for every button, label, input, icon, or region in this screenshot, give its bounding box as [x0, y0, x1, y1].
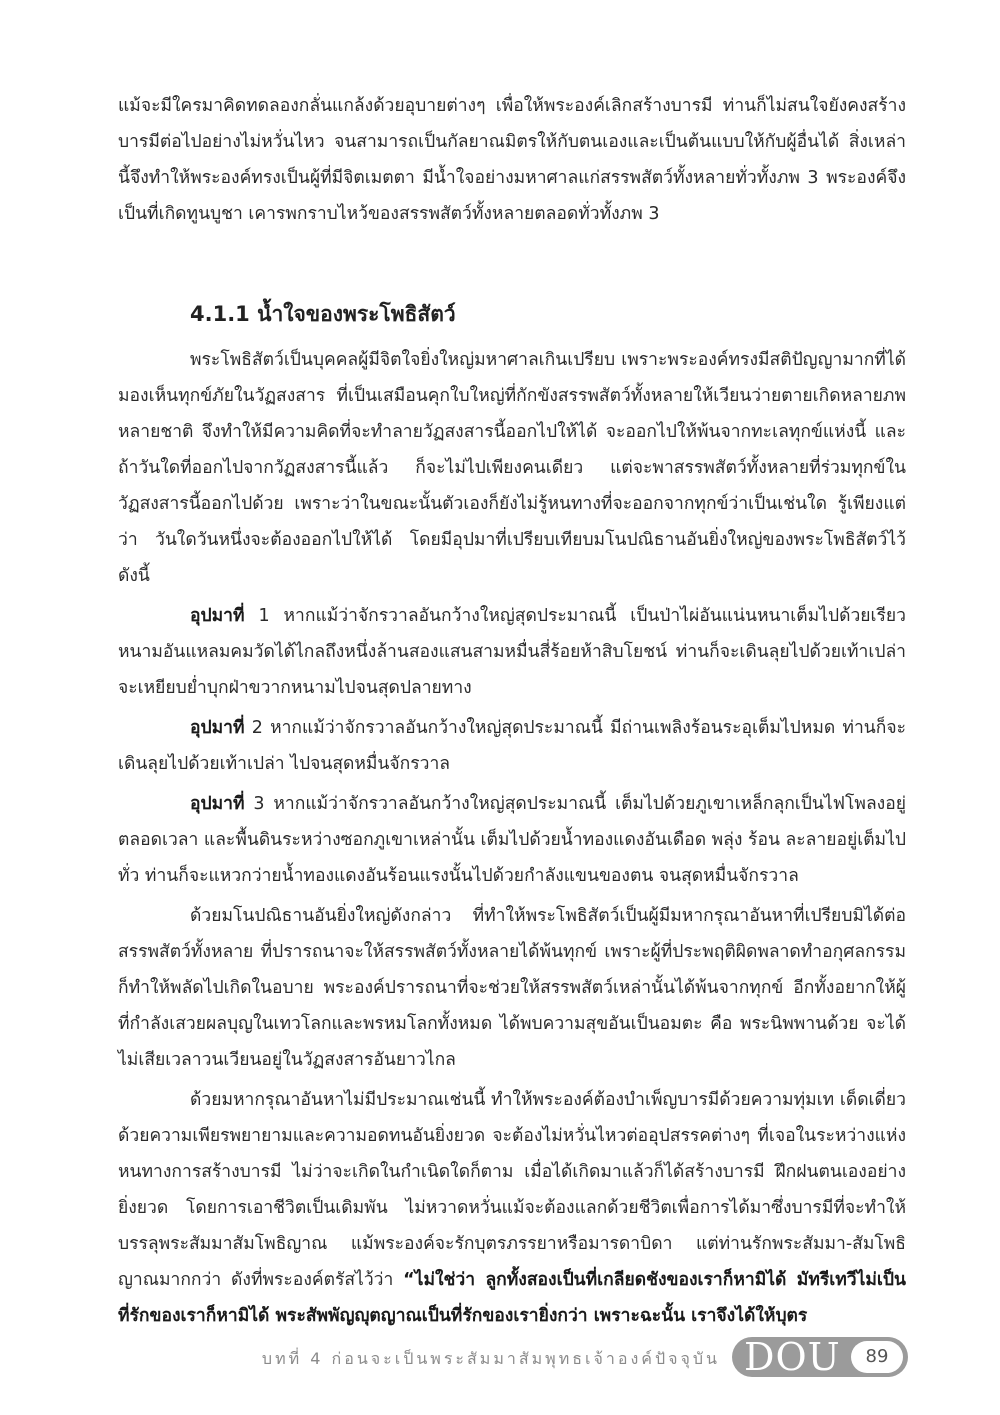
perfection-quote: “ไม่ใช่ว่า ลูกทั้งสองเป็นที่เกลียดชังของเราก็หามิได้ มัทรีเทวีไม่เป็นที่รักของเราก็หามิได้ พระสัพพัญญุตญาณเป็นที่รักของเรายิ่งกว่า เพราะฉะนั้น เราจึงได้ให้บุตร	[118, 1270, 906, 1326]
dou-page-badge	[732, 1337, 908, 1377]
parable-3-text: 3 หากแม้ว่าจักรวาลอันกว้างใหญ่สุดประมาณนี้ เต็มไปด้วยภูเขาเหล็กลุกเป็นไฟโพลงอยู่ตลอดเวลา และพื้นดินระหว่างซอกภูเขาเหล่านั้น เต็มไปด้วยน้ำทองแดงอันเดือด พลุ่ง ร้อน ละลายอยู่เต็มไปทั่ว ท่านก็จะแหวกว่ายน้ำทองแดงอันร้อนแรงนั้นไปด้วยกำลังแขนของตน จนสุดหมื่นจักรวาล	[118, 794, 906, 886]
parable-3-label: อุปมาที่	[190, 794, 245, 814]
parable-2-label: อุปมาที่	[190, 718, 245, 738]
body-paragraph-bodhisatta: พระโพธิสัตว์เป็นบุคคลผู้มีจิตใจยิ่งใหญ่มหาศาลเกินเปรียบ เพราะพระองค์ทรงมีสติปัญญามากที่ได้มองเห็นทุกข์ภัยในวัฏสงสาร ที่เป็นเสมือนคุกใบใหญ่ที่กักขังสรรพสัตว์ทั้งหลายให้เวียนว่ายตายเกิดหลายภพหลายชาติ จึงทำให้มีความคิดที่จะทำลายวัฏสงสารนี้ออกไปให้ได้ จะออกไปให้พ้นจากทะเลทุกข์แห่งนี้ และถ้าวันใดที่ออกไปจากวัฏสงสารนี้แล้ว ก็จะไม่ไปเพียงคนเดียว แต่จะพาสรรพสัตว์ทั้งหลายที่ร่วมทุกข์ในวัฏสงสารนี้ออกไปด้วย เพราะว่าในขณะนั้นตัวเองก็ยังไม่รู้หนทางที่จะออกจากทุกข์ว่าเป็นเช่นใด รู้เพียงแต่ว่า วันใดวันหนึ่งจะต้องออกไปให้ได้ โดยมีอุปมาที่เปรียบเทียบมโนปณิธานอันยิ่งใหญ่ของพระโพธิสัตว์ไว้ดังนี้	[118, 350, 906, 586]
page-number: 89	[851, 1341, 903, 1373]
body-paragraph-perfection	[118, 1082, 906, 1334]
section-heading: 4.1.1 น้ำใจของพระโพธิสัตว์	[190, 302, 456, 326]
page-footer	[0, 1335, 1000, 1381]
body-paragraph-intro: แม้จะมีใครมาคิดทดลองกลั่นแกล้งด้วยอุบายต่างๆ เพื่อให้พระองค์เลิกสร้างบารมี ท่านก็ไม่สนใจยังคงสร้างบารมีต่อไปอย่างไม่หวั่นไหว จนสามารถเป็นกัลยาณมิตรให้กับตนเองและเป็นต้นแบบให้กับผู้อื่นได้ สิ่งเหล่านี้จึงทำให้พระองค์ทรงเป็นผู้ที่มีจิตเมตตา มีน้ำใจอย่างมหาศาลแก่สรรพสัตว์ทั้งหลายทั่วทั้งภพ 3 พระองค์จึงเป็นที่เกิดทูนบูชา เคารพกราบไหว้ของสรรพสัตว์ทั้งหลายตลอดทั่วทั้งภพ 3	[118, 96, 906, 224]
parable-2	[118, 710, 906, 782]
chapter-title: บทที่ 4 ก่อนจะเป็นพระสัมมาสัมพุทธเจ้าองค์ปัจจุบัน	[261, 1349, 720, 1368]
parable-1	[118, 598, 906, 706]
parable-1-text: 1 หากแม้ว่าจักรวาลอันกว้างใหญ่สุดประมาณนี้ เป็นป่าไผ่อันแน่นหนาเต็มไปด้วยเรียวหนามอันแหลมคมวัดได้ไกลถึงหนึ่งล้านสองแสนสามหมื่นสี่ร้อยห้าสิบโยชน์ ท่านก็จะเดินลุยไปด้วยเท้าเปล่าจะเหยียบย่ำบุกฝ่าขวากหนามไปจนสุดปลายทาง	[118, 606, 906, 698]
dou-logo: DOU	[744, 1335, 841, 1379]
parable-3	[118, 786, 906, 894]
body-paragraph-compassion: ด้วยมโนปณิธานอันยิ่งใหญ่ดังกล่าว ที่ทำให้พระโพธิสัตว์เป็นผู้มีมหากรุณาอันหาที่เปรียบมิได้ต่อสรรพสัตว์ทั้งหลาย ที่ปรารถนาจะให้สรรพสัตว์ทั้งหลายได้พ้นทุกข์ เพราะผู้ที่ประพฤติผิดพลาดทำอกุศลกรรมก็ทำให้พลัดไปเกิดในอบาย พระองค์ปรารถนาที่จะช่วยให้สรรพสัตว์เหล่านั้นได้พ้นจากทุกข์ อีกทั้งอยากให้ผู้ที่กำลังเสวยผลบุญในเทวโลกและพรหมโลกทั้งหมด ได้พบความสุขอันเป็นอมตะ คือ พระนิพพานด้วย จะได้ไม่เสียเวลาวนเวียนอยู่ในวัฏสงสารอันยาวไกล	[118, 906, 906, 1070]
perfection-text: ด้วยมหากรุณาอันหาไม่มีประมาณเช่นนี้ ทำให้พระองค์ต้องบำเพ็ญบารมีด้วยความทุ่มเท เด็ดเดี่ยวด้วยความเพียรพยายามและความอดทนอันยิ่งยวด จะต้องไม่หวั่นไหวต่ออุปสรรคต่างๆ ที่เจอในระหว่างแห่งหนทางการสร้างบารมี ไม่ว่าจะเกิดในกำเนิดใดก็ตาม เมื่อได้เกิดมาแล้วก็ได้สร้างบารมี ฝึกฝนตนเองอย่างยิ่งยวด โดยการเอาชีวิตเป็นเดิมพัน ไม่หวาดหวั่นแม้จะต้องแลกด้วยชีวิตเพื่อการได้มาซึ่งบารมีที่จะทำให้บรรลุพระสัมมาสัมโพธิญาณ แม้พระองค์จะรักบุตรภรรยาหรือมารดาบิดา แต่ท่านรักพระสัมมา-สัมโพธิญาณมากกว่า ดังที่พระองค์ตรัสไว้ว่า	[118, 1090, 906, 1290]
page-content	[118, 88, 906, 1334]
parable-1-label: อุปมาที่	[190, 606, 245, 626]
parable-2-text: 2 หากแม้ว่าจักรวาลอันกว้างใหญ่สุดประมาณนี้ มีถ่านเพลิงร้อนระอุเต็มไปหมด ท่านก็จะเดินลุยไปด้วยเท้าเปล่า ไปจนสุดหมื่นจักรวาล	[118, 718, 906, 774]
